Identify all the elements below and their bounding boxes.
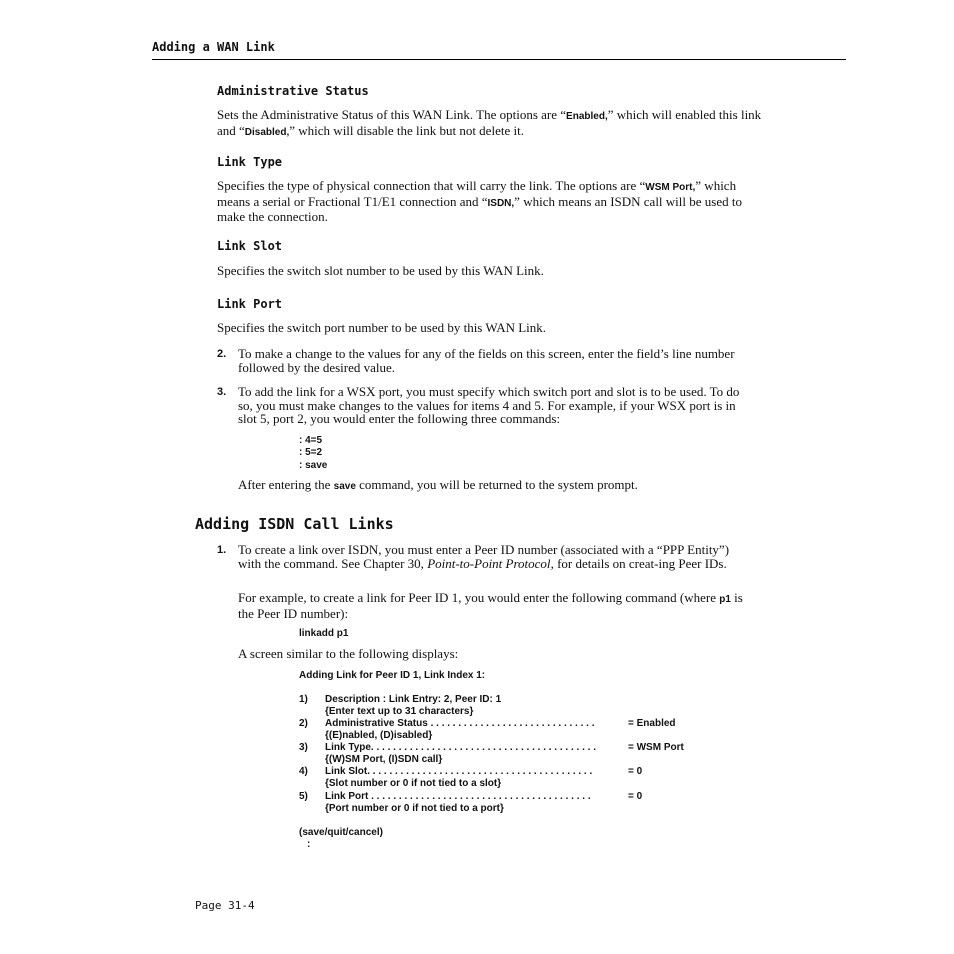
step-number: 3.	[217, 386, 227, 398]
screen-prompt: (save/quit/cancel)	[299, 827, 383, 838]
page-number: Page 31-4	[195, 899, 255, 912]
item-label: Link Slot. . . . . . . . . . . . . . . . . . . . . . . . . . . . . . . . . . . . . . . . .	[325, 766, 593, 777]
screen-display	[299, 670, 719, 860]
item-value: = WSM Port	[628, 742, 684, 753]
step-number: 1.	[217, 544, 227, 556]
item-number: 1)	[299, 694, 308, 705]
keyword-isdn: ISDN,	[487, 197, 515, 209]
command-line: : 5=2	[299, 447, 323, 459]
step-text: To create a link over ISDN, you must enter a Peer ID number (associated with a “PPP Entity”) with the command. See Chapter 30, Point-to-Point Protocol, for details on creat-ing Peer IDs.	[238, 542, 730, 571]
after-command-text: After entering the save command, you will be returned to the system prompt.	[238, 477, 638, 492]
header-rule	[152, 59, 846, 60]
item-label: Link Port . . . . . . . . . . . . . . . . . . . . . . . . . . . . . . . . . . . . . . . .	[325, 791, 591, 802]
keyword-wsm-port: WSM Port,	[645, 182, 696, 193]
item-number: 5)	[299, 791, 308, 802]
item-hint: {Slot number or 0 if not tied to a slot}	[325, 778, 502, 789]
item-value: = 0	[628, 791, 643, 802]
keyword-enabled: Enabled,	[566, 111, 608, 122]
command-line: : save	[299, 459, 328, 471]
item-number: 4)	[299, 766, 308, 777]
keyword-save: save	[333, 481, 356, 492]
linkadd-command: linkadd p1	[299, 628, 349, 639]
screen-intro: A screen similar to the following displays:	[238, 646, 459, 661]
running-header: Adding a WAN Link	[152, 40, 275, 54]
section-title: Adding ISDN Call Links	[195, 515, 394, 533]
screen-title: Adding Link for Peer ID 1, Link Index 1:	[299, 670, 486, 681]
command-line: : 4=5	[299, 435, 323, 446]
example-text: For example, to create a link for Peer ID 1, you would enter the following command (where p1 is the Peer ID number):	[238, 590, 743, 621]
heading-link-slot: Link Slot	[217, 239, 283, 253]
paragraph-administrative-status: Sets the Administrative Status of this WAN Link. The options are “Enabled,” which will enabled this link and “Disabled,” which will disable the link but not delete it.	[217, 107, 762, 138]
item-number: 3)	[299, 742, 308, 753]
item-value: = Enabled	[628, 718, 676, 729]
keyword-p1: p1	[719, 594, 731, 605]
item-hint: {(W)SM Port, (I)SDN call}	[325, 754, 443, 765]
item-label: Link Type. . . . . . . . . . . . . . . . . . . . . . . . . . . . . . . . . . . . . . . . .	[325, 742, 596, 753]
paragraph-link-slot: Specifies the switch slot number to be used by this WAN Link.	[217, 263, 544, 278]
item-number: 2)	[299, 718, 308, 729]
command-block	[299, 435, 327, 472]
heading-link-port: Link Port	[217, 297, 283, 311]
step-text: To make a change to the values for any of the fields on this screen, enter the field’s line number followed by the desired value.	[238, 346, 735, 375]
heading-link-type: Link Type	[217, 155, 283, 169]
item-label: Administrative Status . . . . . . . . . . . . . . . . . . . . . . . . . . . . . .	[325, 718, 595, 729]
item-value: = 0	[628, 766, 643, 777]
item-hint: {Port number or 0 if not tied to a port}	[325, 803, 504, 814]
item-hint: {Enter text up to 31 characters}	[325, 706, 474, 717]
item-label: Description : Link Entry: 2, Peer ID: 1	[325, 694, 502, 705]
paragraph-link-port: Specifies the switch port number to be used by this WAN Link.	[217, 320, 547, 335]
screen-cursor: :	[307, 839, 311, 850]
step-number: 2.	[217, 348, 227, 360]
keyword-disabled: Disabled,	[244, 126, 290, 138]
step-text: To add the link for a WSX port, you must specify which switch port and slot is to be used. To do so, you must make changes to the values for items 4 and 5. For example, if your WSX port is in slot 5, port 2, you would enter the following three commands:	[238, 384, 740, 426]
heading-administrative-status: Administrative Status	[217, 84, 369, 98]
chapter-reference: Point-to-Point Protocol	[427, 555, 551, 571]
item-hint: {(E)nabled, (D)isabled}	[325, 730, 433, 741]
paragraph-link-type: Specifies the type of physical connection that will carry the link. The options are “WSM Port,” which means a serial or Fractional T1/E1 connection and “ISDN,” which means an ISDN call will be used to make the connection.	[217, 178, 742, 224]
